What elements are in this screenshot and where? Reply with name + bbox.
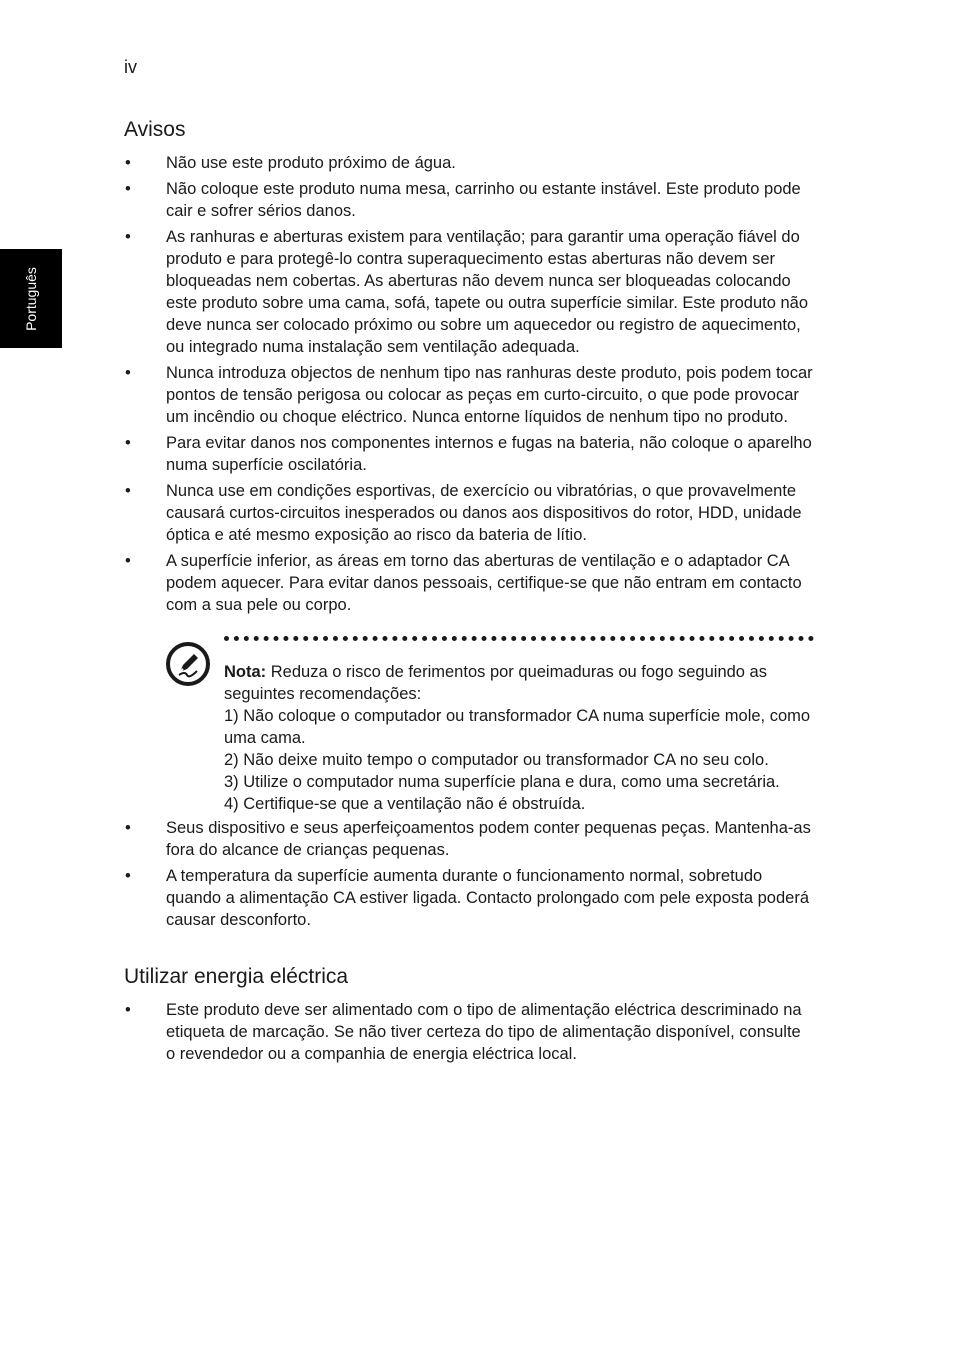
note-pencil-icon xyxy=(166,642,210,686)
list-item: • Seus dispositivo e seus aperfeiçoamentos podem conter pequenas peças. Mantenha-as fora do alcance de crianças pequenas. xyxy=(124,817,814,861)
note-box xyxy=(124,636,814,815)
list-item: • Nunca introduza objectos de nenhum tipo nas ranhuras deste produto, pois podem tocar pontos de tensão perigosa ou colocar as peças em curto-circuito, o que pode provocar um incêndio ou choque eléctrico. Nunca entorne líquidos de nenhum tipo no produto. xyxy=(124,362,814,428)
list-item: • Este produto deve ser alimentado com o tipo de alimentação eléctrica descriminado na etiqueta de marcação. Se não tiver certeza do tipo de alimentação disponível, consulte o revendedor ou a companhia de energia eléctrica local. xyxy=(124,999,814,1065)
note-text xyxy=(224,661,814,815)
warnings-list-continued xyxy=(124,817,814,931)
list-item: • Não coloque este produto numa mesa, carrinho ou estante instável. Este produto pode cair e sofrer sérios danos. xyxy=(124,178,814,222)
note-divider xyxy=(224,636,814,641)
warnings-list xyxy=(124,152,814,616)
list-item: • A superfície inferior, as áreas em torno das aberturas de ventilação e o adaptador CA podem aquecer. Para evitar danos pessoais, certifique-se que não entram em contacto com a sua pele ou corpo. xyxy=(124,550,814,616)
language-tab xyxy=(0,249,62,348)
power-list xyxy=(124,999,814,1065)
note-line: 4) Certifique-se que a ventilação não é obstruída. xyxy=(224,795,586,813)
note-intro: Reduza o risco de ferimentos por queimaduras ou fogo seguindo as seguintes recomendações: xyxy=(224,663,767,703)
page-number: iv xyxy=(124,57,137,77)
note-line: 3) Utilize o computador numa superfície plana e dura, como uma secretária. xyxy=(224,773,780,791)
section-title-energia: Utilizar energia eléctrica xyxy=(124,965,349,988)
note-line: 1) Não coloque o computador ou transformador CA numa superfície mole, como uma cama. xyxy=(224,707,811,747)
list-item: • Para evitar danos nos componentes internos e fugas na bateria, não coloque o aparelho numa superfície oscilatória. xyxy=(124,432,814,476)
page-content xyxy=(124,116,814,1069)
language-tab-label: Português xyxy=(23,266,39,331)
section-title-avisos: Avisos xyxy=(124,118,186,141)
list-item: • As ranhuras e aberturas existem para ventilação; para garantir uma operação fiável do produto e para protegê-lo contra superaquecimento estas aberturas não devem ser bloqueadas nem cobertas. As aberturas não devem nunca ser bloqueadas colocando este produto sobre uma cama, sofá, tapete ou outra superfície similar. Este produto não deve nunca ser colocado próximo ou sobre um aquecedor ou registro de aquecimento, ou integrado numa instalação sem ventilação adequada. xyxy=(124,226,814,358)
note-line: 2) Não deixe muito tempo o computador ou transformador CA no seu colo. xyxy=(224,751,769,769)
note-label: Nota: xyxy=(224,663,267,681)
list-item: • Não use este produto próximo de água. xyxy=(124,152,814,174)
list-item: • Nunca use em condições esportivas, de exercício ou vibratórias, o que provavelmente causará curtos-circuitos inesperados ou danos aos dispositivos do rotor, HDD, unidade óptica e até mesmo exposição ao risco da bateria de lítio. xyxy=(124,480,814,546)
list-item: • A temperatura da superfície aumenta durante o funcionamento normal, sobretudo quando a alimentação CA estiver ligada. Contacto prolongado com pele exposta poderá causar desconforto. xyxy=(124,865,814,931)
